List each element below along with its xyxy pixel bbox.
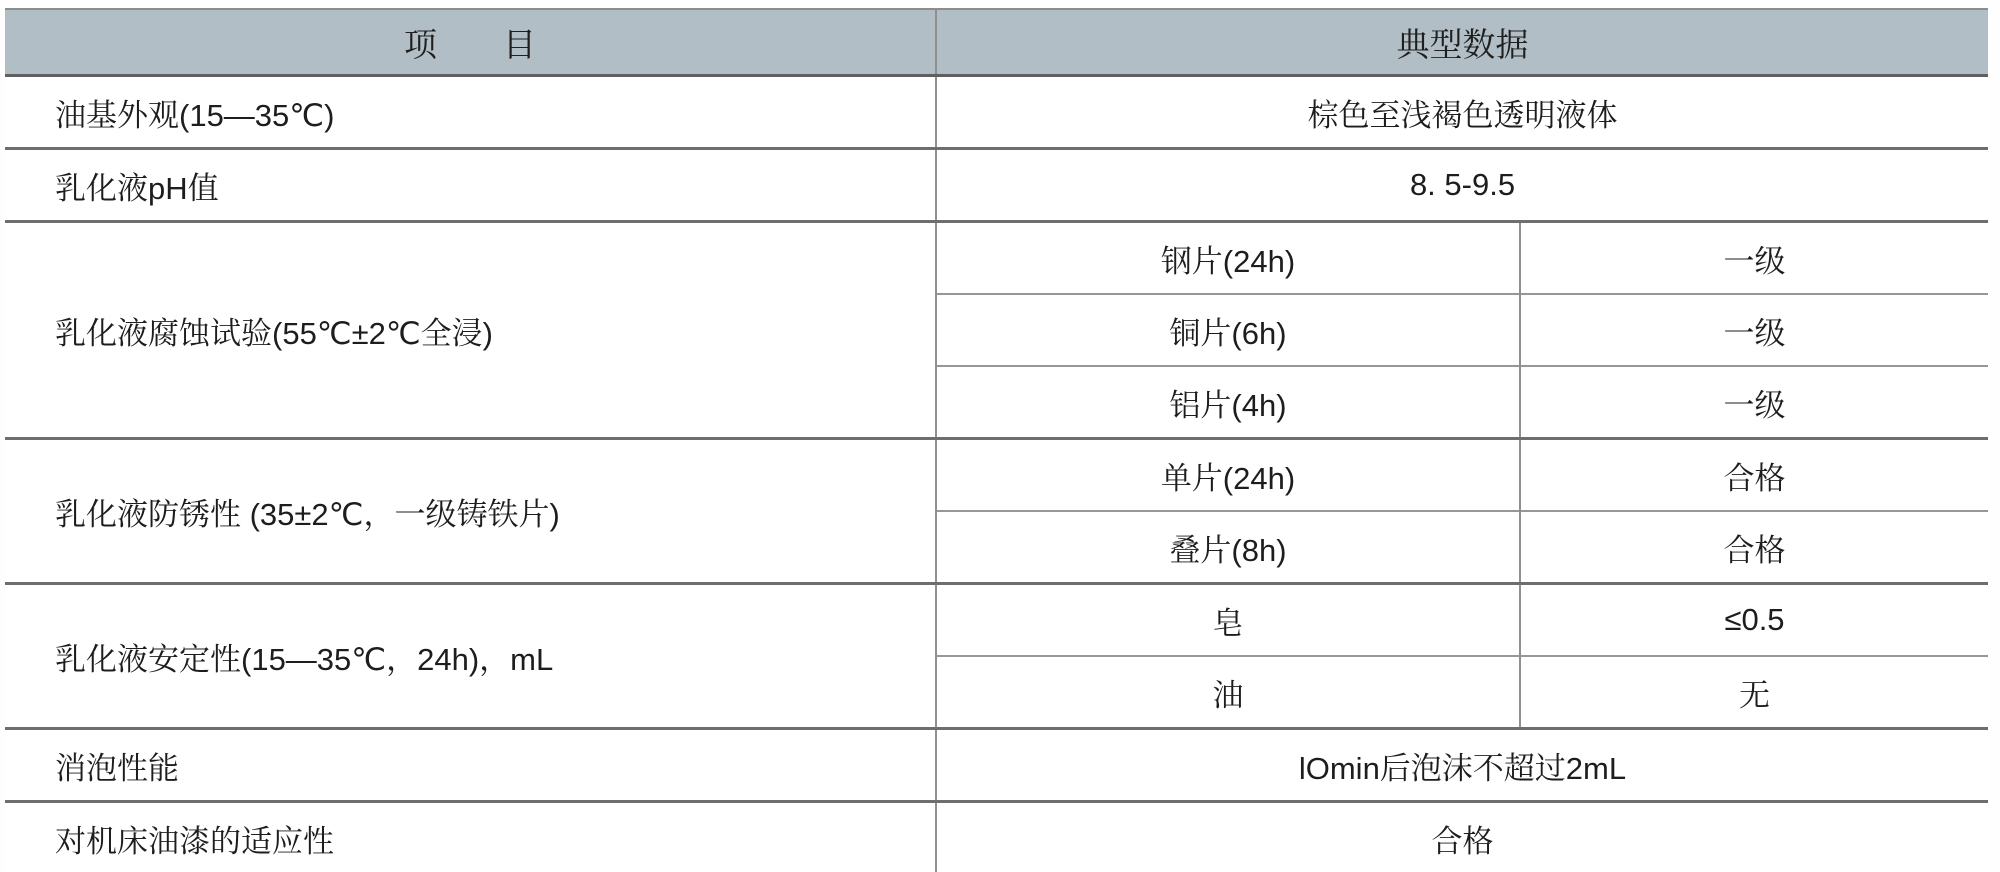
row-paint-value: 合格 xyxy=(936,802,1988,872)
row-ph-value: 8. 5-9.5 xyxy=(936,149,1988,222)
row-ph xyxy=(5,149,1988,222)
row-appearance-value: 棕色至浅褐色透明液体 xyxy=(936,76,1988,149)
row-rust-single xyxy=(5,439,1988,512)
spec-table xyxy=(5,8,1988,872)
header-item-column: 项 目 xyxy=(5,9,936,76)
row-stability-oil-value: 无 xyxy=(1520,656,1988,729)
row-corrosion-steel-label: 钢片(24h) xyxy=(936,222,1520,295)
row-rust-stacked-value: 合格 xyxy=(1520,511,1988,584)
row-ph-label: 乳化液pH值 xyxy=(5,149,936,222)
row-rust-single-value: 合格 xyxy=(1520,439,1988,512)
row-rust-stacked-label: 叠片(8h) xyxy=(936,511,1520,584)
header-row xyxy=(5,9,1988,76)
row-rust-single-label: 单片(24h) xyxy=(936,439,1520,512)
row-rust-label: 乳化液防锈性 (35±2℃，一级铸铁片) xyxy=(5,439,936,584)
row-paint xyxy=(5,802,1988,872)
row-stability-label: 乳化液安定性(15—35℃，24h)，mL xyxy=(5,584,936,729)
row-corrosion-aluminium-value: 一级 xyxy=(1520,366,1988,439)
row-corrosion-label: 乳化液腐蚀试验(55℃±2℃全浸) xyxy=(5,222,936,439)
row-stability-oil-label: 油 xyxy=(936,656,1520,729)
row-antifoam-label: 消泡性能 xyxy=(5,729,936,802)
row-corrosion-copper-value: 一级 xyxy=(1520,294,1988,366)
row-corrosion-steel xyxy=(5,222,1988,295)
row-corrosion-steel-value: 一级 xyxy=(1520,222,1988,295)
row-corrosion-aluminium-label: 铝片(4h) xyxy=(936,366,1520,439)
row-stability-soap xyxy=(5,584,1988,657)
row-stability-soap-value: ≤0.5 xyxy=(1520,584,1988,657)
row-corrosion-copper-label: 铜片(6h) xyxy=(936,294,1520,366)
row-appearance xyxy=(5,76,1988,149)
row-antifoam-value: lOmin后泡沫不超过2mL xyxy=(936,729,1988,802)
row-appearance-label: 油基外观(15—35℃) xyxy=(5,76,936,149)
row-stability-soap-label: 皂 xyxy=(936,584,1520,657)
row-antifoam xyxy=(5,729,1988,802)
header-data-column: 典型数据 xyxy=(936,9,1988,76)
row-paint-label: 对机床油漆的适应性 xyxy=(5,802,936,872)
